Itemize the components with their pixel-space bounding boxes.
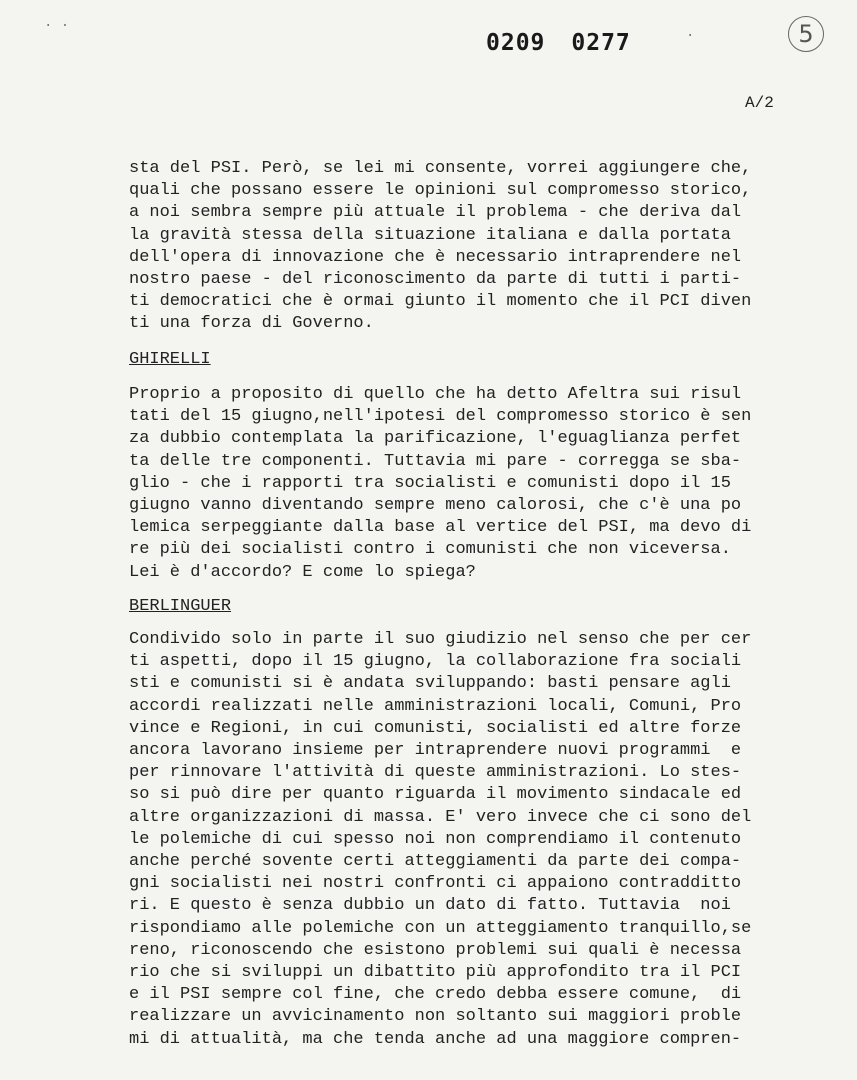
text-line: ri. E questo è senza dubbio un dato di fatto. Tuttavia noi — [129, 896, 731, 916]
text-line: tati del 15 giugno,nell'ipotesi del compromesso storico è sen — [129, 407, 752, 427]
text-line: le polemiche di cui spesso noi non comprendiamo il contenuto — [129, 829, 742, 849]
text-line: Lei è d'accordo? E come lo spiega? — [129, 562, 476, 582]
text-line: per rinnovare l'attività di queste amministrazioni. Lo stes- — [129, 763, 742, 783]
sheet-id: A/2 — [745, 94, 774, 112]
archive-code-a: 0209 — [486, 30, 546, 56]
text-line: ta delle tre componenti. Tuttavia mi pare - corregga se sba- — [129, 451, 742, 471]
archive-code — [486, 30, 657, 56]
text-line: giugno vanno diventando sempre meno calorosi, che c'è una po — [129, 496, 742, 516]
text-line: ancora lavorano insieme per intraprendere nuovi programmi e — [129, 741, 742, 761]
text-line: reno, riconoscendo che esistono problemi sui quali è necessa — [129, 940, 742, 960]
paragraph-3 — [129, 629, 789, 1051]
text-line: nostro paese - del riconoscimento da parte di tutti i parti- — [129, 270, 742, 290]
text-line: la gravità stessa della situazione italiana e dalla portata — [129, 225, 731, 245]
speck-marks: · · — [44, 18, 70, 34]
text-line: rio che si sviluppi un dibattito più approfondito tra il PCI — [129, 963, 742, 983]
text-line: realizzare un avvicinamento non soltanto sui maggiori proble — [129, 1007, 742, 1027]
text-line: Proprio a proposito di quello che ha detto Afeltra sui risul — [129, 385, 742, 404]
text-line: re più dei socialisti contro i comunisti che non viceversa. — [129, 540, 731, 560]
text-line: glio - che i rapporti tra socialisti e comunisti dopo il 15 — [129, 473, 731, 493]
text-line: sti e comunisti si è andata sviluppando: basti pensare agli — [129, 674, 731, 694]
text-line: quali che possano essere le opinioni sul compromesso storico, — [129, 181, 752, 201]
text-line: vince e Regioni, in cui comunisti, socialisti ed altre forze — [129, 718, 742, 738]
text-line: accordi realizzati nelle amministrazioni locali, Comuni, Pro — [129, 696, 742, 716]
paragraph-2 — [129, 384, 789, 584]
text-line: lemica serpeggiante dalla base al vertice del PSI, ma devo di — [129, 518, 752, 538]
text-line: Condivido solo in parte il suo giudizio nel senso che per cer — [129, 630, 752, 649]
text-line: ti una forza di Governo. — [129, 314, 374, 334]
text-line: altre organizzazioni di massa. E' vero invece che ci sono del — [129, 807, 752, 827]
text-line: so si può dire per quanto riguarda il movimento sindacale ed — [129, 785, 742, 805]
speaker-berlinguer: BERLINGUER — [129, 597, 232, 616]
circled-page-number: 5 — [788, 16, 824, 52]
text-line: ti aspetti, dopo il 15 giugno, la collaborazione fra sociali — [129, 652, 742, 672]
text-line: ti democratici che è ormai giunto il momento che il PCI diven — [129, 292, 752, 312]
text-line: rispondiamo alle polemiche con un atteggiamento tranquillo,se — [129, 918, 752, 938]
text-line: e il PSI sempre col fine, che credo debba essere comune, di — [129, 985, 742, 1005]
archive-code-b: 0277 — [571, 30, 631, 56]
text-line: za dubbio contemplata la parificazione, l'eguaglianza perfet — [129, 429, 742, 449]
speaker-ghirelli: GHIRELLI — [129, 350, 211, 369]
text-line: dell'opera di innovazione che è necessario intraprendere nel — [129, 247, 742, 267]
speck-mark: · — [686, 28, 695, 44]
text-line: anche perché sovente certi atteggiamenti da parte dei compa- — [129, 852, 742, 872]
text-line: sta del PSI. Però, se lei mi consente, vorrei aggiungere che, — [129, 159, 752, 178]
paragraph-1 — [129, 158, 789, 336]
text-line: a noi sembra sempre più attuale il problema - che deriva dal — [129, 203, 742, 223]
text-line: gni socialisti nei nostri confronti ci appaiono contradditto — [129, 874, 742, 894]
text-line: mi di attualità, ma che tenda anche ad una maggiore compren- — [129, 1029, 742, 1049]
